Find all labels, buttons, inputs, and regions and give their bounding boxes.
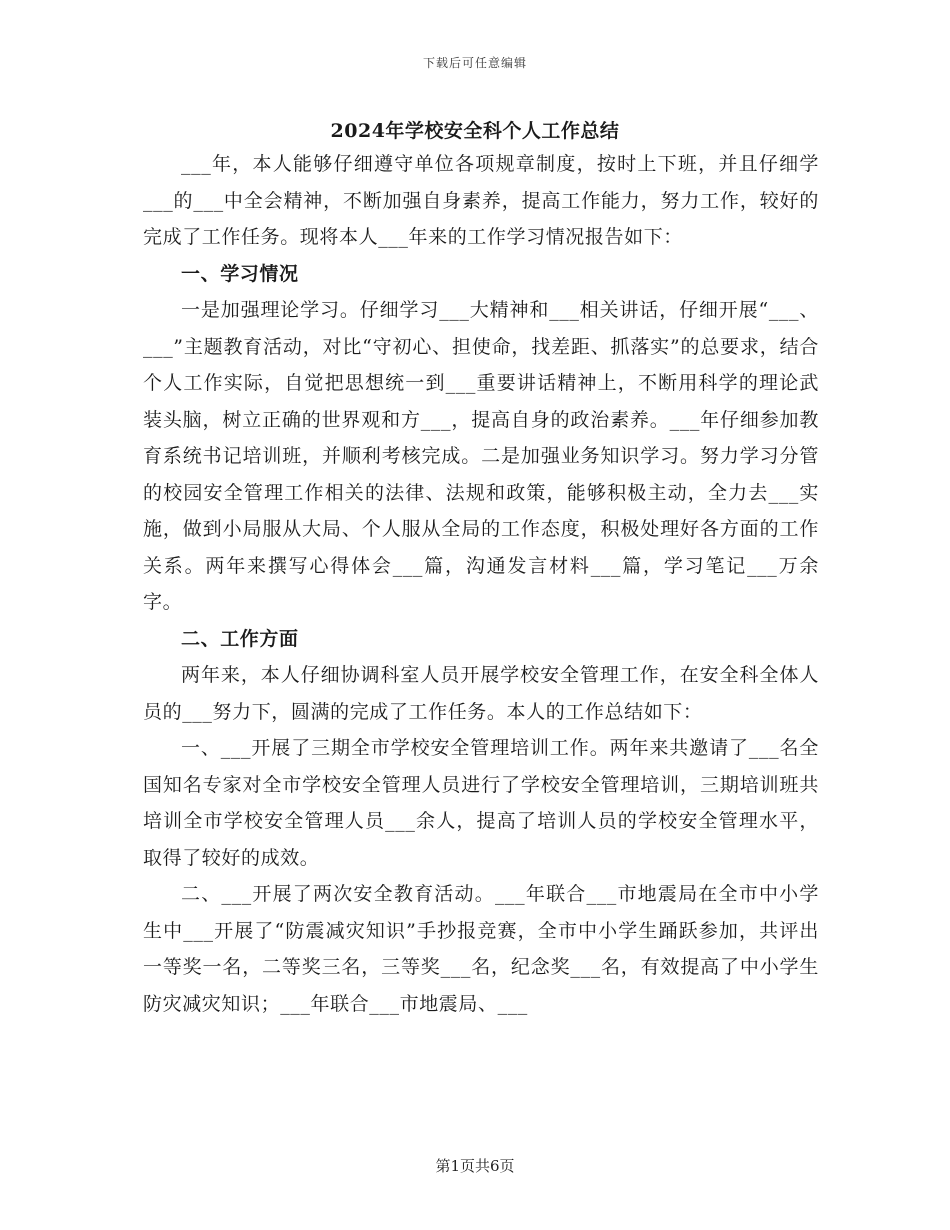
work-paragraph-education: 二、___开展了两次安全教育活动。___年联合___市地震局在全市中小学生中___开展了“防震减灾知识”手抄报竞赛，全市中小学生踊跃参加，共评出一等奖一名，二等奖三名，三等奖___名，纪念奖___名，有效提高了中小学生防灾减灾知识；___年联合___市地震局、___ [143,883,819,1015]
page-footer: 第1页共6页 [435,1157,515,1175]
document-title: 2024年学校安全科个人工作总结 [330,120,620,142]
work-paragraph-training: 一、___开展了三期全市学校安全管理培训工作。两年来共邀请了___名全国知名专家对全市学校安全管理人员进行了学校安全管理培训，三期培训班共培训全市学校安全管理人员___余人，提高了培训人员的学校安全管理水平，取得了较好的成效。 [143,737,819,869]
document-body [143,146,819,1022]
section-heading-work: 二、工作方面 [181,627,299,650]
work-paragraph-overview: 两年来，本人仔细协调科室人员开展学校安全管理工作，在安全科全体人员的___努力下，圆满的完成了工作任务。本人的工作总结如下： [143,664,819,723]
header-note: 下载后可任意编辑 [422,56,527,70]
section-heading-study: 一、学习情况 [181,262,299,285]
study-paragraph: 一是加强理论学习。仔细学习___大精神和___相关讲话，仔细开展“___、___”主题教育活动，对比“守初心、担使命，找差距、抓落实”的总要求，结合个人工作实际，自觉把思想统一到___重要讲话精神上，不断用科学的理论武装头脑，树立正确的世界观和方___，提高自身的政治素养。___年仔细参加教育系统书记培训班，并顺利考核完成。二是加强业务知识学习。努力学习分管的校园安全管理工作相关的法律、法规和政策，能够积极主动，全力去___实施，做到小局服从大局、个人服从全局的工作态度，积极处理好各方面的工作关系。两年来撰写心得体会___篇，沟通发言材料___篇，学习笔记___万余字。 [143,299,819,613]
intro-paragraph: ___年，本人能够仔细遵守单位各项规章制度，按时上下班，并且仔细学___的___中全会精神，不断加强自身素养，提高工作能力，努力工作，较好的完成了工作任务。现将本人___年来的工作学习情况报告如下： [143,153,819,248]
